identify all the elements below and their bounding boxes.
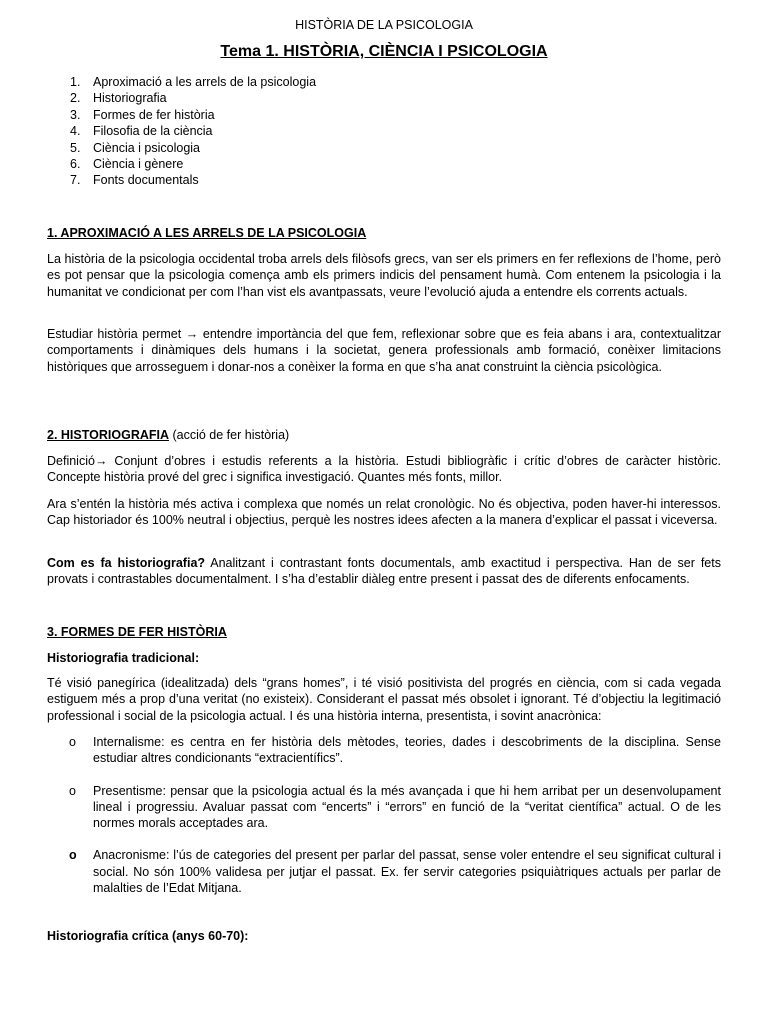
bullet-circle-icon: o — [69, 848, 77, 863]
subheading-traditional: Historiografia tradicional: — [47, 651, 200, 665]
toc-label: Historiografia — [93, 91, 167, 106]
bullet-list — [47, 734, 721, 896]
toc-item — [47, 107, 316, 123]
document-title: Tema 1. HISTÒRIA, CIÈNCIA I PSICOLOGIA — [220, 43, 548, 60]
toc-item — [47, 172, 316, 188]
toc-item — [47, 74, 316, 90]
toc-label: Ciència i psicologia — [93, 140, 201, 155]
section-2-heading: 2. HISTORIOGRAFIA — [47, 428, 170, 442]
arrow-right-icon: → — [185, 327, 199, 341]
toc-label: Fonts documentals — [93, 173, 199, 188]
list-item — [47, 847, 721, 896]
arrow-right-icon: → — [94, 454, 108, 468]
toc-label: Filosofia de la ciència — [93, 124, 213, 139]
toc-number: 6. — [70, 156, 81, 171]
section-2-heading-suffix: (acció de fer història) — [169, 428, 290, 442]
section-2-paragraph-3 — [47, 555, 721, 588]
bullet-circle-icon: o — [69, 735, 76, 749]
toc-item — [47, 156, 316, 172]
bullet-text: Presentisme: pensar que la psicologia actual és la més avançada i que hi hem arribat per un desenvolupament lineal i progressiu. Avaluar passat com “encerts” i “errors” en funció de la “veritat científica” actual. O de les normes morals acceptades ara. — [93, 783, 721, 831]
toc-label: Aproximació a les arrels de la psicologia — [93, 75, 317, 89]
page-header: HISTÒRIA DE LA PSICOLOGIA — [295, 18, 473, 32]
toc-label: Ciència i gènere — [93, 156, 184, 171]
toc-item — [47, 140, 316, 156]
toc-item — [47, 123, 316, 139]
bullet-text: Anacronisme: l’ús de categories del present per parlar del passat, sense voler entendre el seu significat cultural i social. No són 100% validesa per jutjar el passat. Ex. fer servir categories psiquiàtriques actuals per parlar de malalties de l’Edat Mitjana. — [93, 848, 721, 896]
bullet-text: Internalisme: es centra en fer història dels mètodes, teories, dades i descobriments de la disciplina. Sense estudiar altres condicionants “extracientífics”. — [93, 735, 721, 766]
list-item — [47, 783, 721, 832]
toc-number: 3. — [70, 107, 81, 122]
bullet-circle-icon: o — [69, 783, 76, 798]
list-item — [47, 734, 721, 767]
section-3-heading: 3. FORMES DE FER HISTÒRIA — [47, 625, 227, 639]
section-3-paragraph-1: Té visió panegírica (idealitzada) dels “grans homes”, i té visió positivista del progrés en ciència, com si cada vegada estiguem més a prop d’una veritat (no existeix). Considerant el passat més obsolet i ignorant. Té d’objectiu la legitimació professional i social de la psicologia actual. I és una història interna, presentista, i sovint anacrònica: — [47, 676, 721, 723]
subheading-critical: Historiografia crítica (anys 60-70): — [47, 929, 249, 943]
toc-item — [47, 90, 316, 106]
toc-number: 4. — [70, 124, 81, 139]
definition-text: Conjunt d’obres i estudis referents a la història. Estudi bibliogràfic i crític d’obres de caràcter històric. Concepte història prové del grec i significa investigació. Quantes més fonts, millor. — [47, 454, 721, 485]
definition-label: Definició — [47, 454, 95, 468]
section-1-p2-start: Estudiar història permet — [47, 327, 186, 341]
section-1-heading: 1. APROXIMACIÓ A LES ARRELS DE LA PSICOLOGIA — [47, 226, 367, 240]
toc-label: Formes de fer història — [93, 107, 215, 122]
section-1-paragraph-2 — [47, 326, 721, 375]
section-1-p2-end: entendre importància del que fem, reflexionar sobre que es feia abans i ara, contextualitzar comportaments i dinàmiques dels humans i la societat, genera professionals amb formació, conèixer limitacions històriques que arrosseguem i donar-nos a conèixer la forma en que s’ha anat construint la ciència psicològica. — [47, 327, 721, 374]
question-bold: Com es fa historiografia? — [47, 556, 206, 570]
toc-number: 5. — [70, 140, 81, 155]
toc-number: 7. — [70, 173, 81, 188]
section-1-paragraph-1: La història de la psicologia occidental troba arrels dels filòsofs grecs, van ser els primers en fer reflexions de l’home, però es pot pensar que la psicologia comença amb els primers indicis del pensament humà. Com entenem la psicologia i la humanitat ve condicionat per com l’han vist els avantpassats, veure l’evolució ajuda a entendre els corrents actuals. — [47, 252, 721, 299]
section-2-heading-line — [47, 427, 721, 443]
question-answer: Analitzant i contrastant fonts documentals, amb exactitud i perspectiva. Han de ser fets provats i contrastables documentalment. I s’ha d’establir diàleg entre present i passat des de diferents enfocaments. — [47, 556, 721, 587]
section-2-paragraph-1 — [47, 453, 721, 486]
toc-number: 2. — [70, 91, 81, 106]
table-of-contents — [47, 74, 316, 189]
toc-number: 1. — [70, 75, 81, 89]
section-2-paragraph-2: Ara s’entén la història més activa i complexa que només un relat cronològic. No és objectiva, poden haver-hi interessos. Cap historiador és 100% neutral i objectius, perquè les nostres idees afecten a la manera d’explicar el passat i viceversa. — [47, 497, 721, 528]
